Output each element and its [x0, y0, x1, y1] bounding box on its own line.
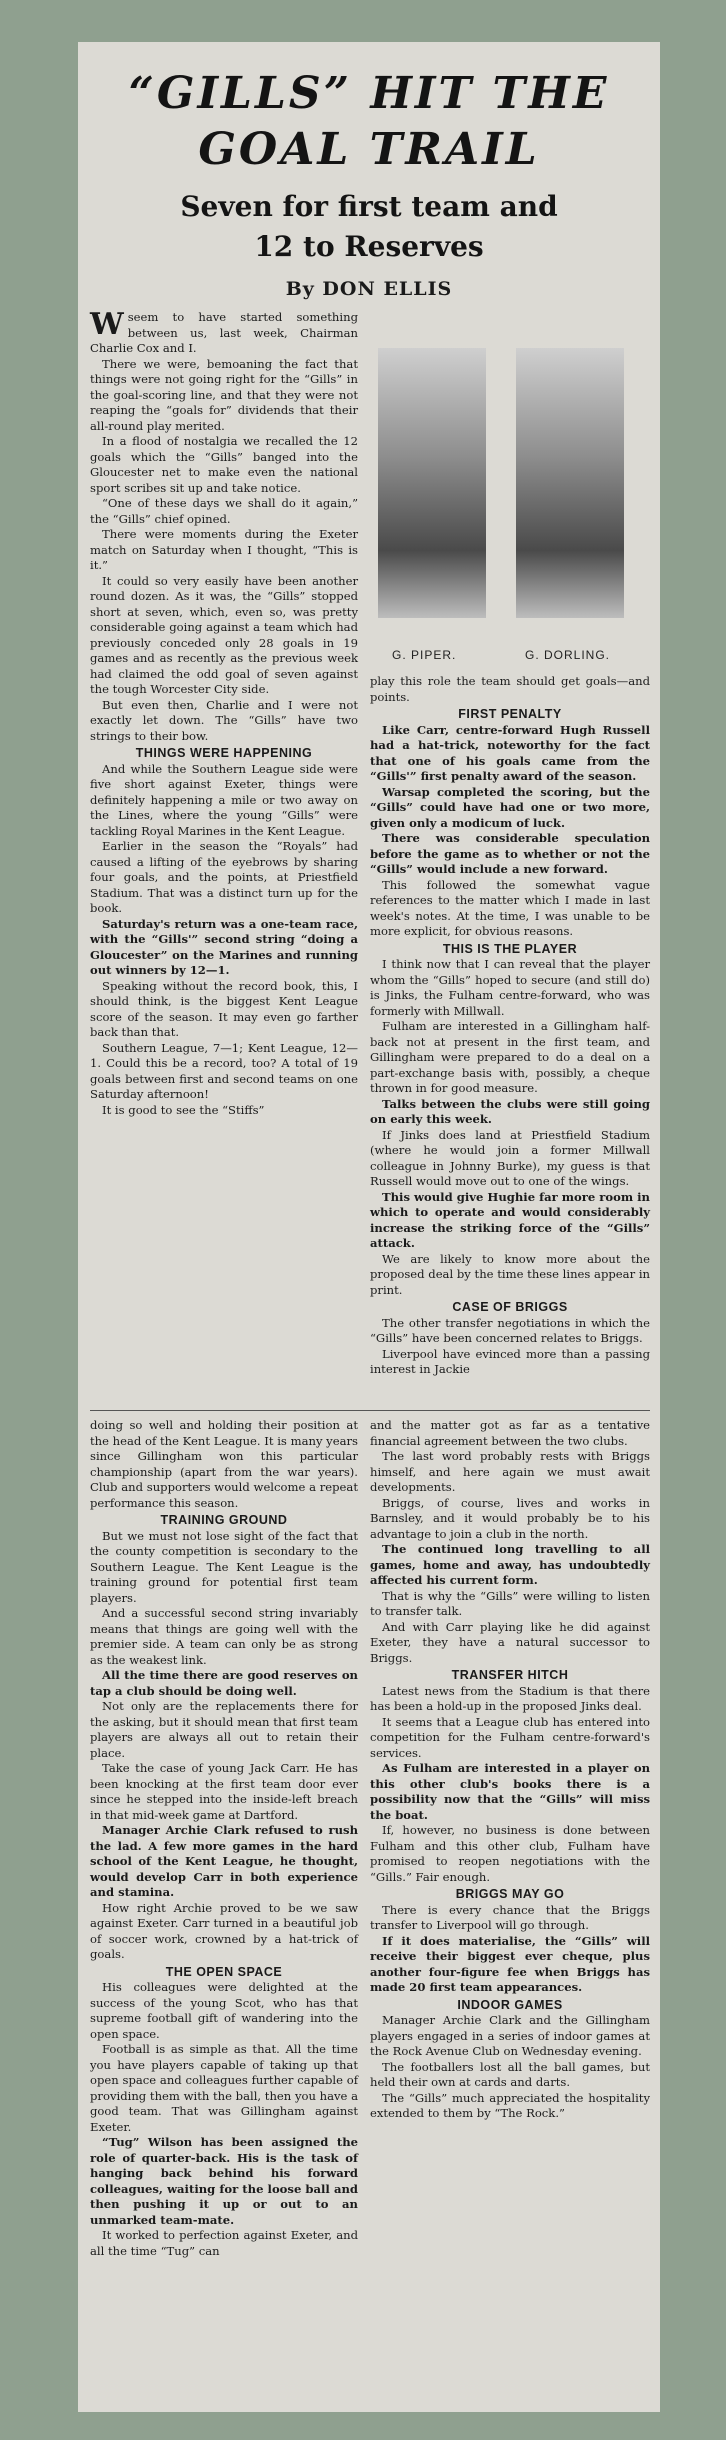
subheadline-line-1: Seven for first team and — [180, 190, 558, 223]
column-2-bottom-paragraph: As Fulham are interested in a player on this other club's books there is a possibility now that the “Gills” will miss the boat. — [370, 1761, 650, 1822]
column-1-bottom-paragraph: His colleagues were delighted at the success of the young Scot, who has that supreme football gift of wandering into the open space. — [90, 1980, 358, 2041]
byline: By DON ELLIS — [285, 278, 453, 300]
section-divider — [90, 1410, 650, 1411]
drop-cap: W — [90, 307, 124, 342]
column-2-top-heading: THIS IS THE PLAYER — [442, 941, 578, 956]
column-2-bottom-paragraph: The footballers lost all the ball games, but held their own at cards and darts. — [370, 2059, 650, 2089]
column-2-bottom-paragraph: Manager Archie Clark and the Gillingham players engaged in a series of indoor games at the Rock Avenue Club on Wednesday evening. — [370, 2013, 650, 2058]
photo-caption-dorling: G. DORLING. — [525, 648, 611, 662]
column-1-bottom-heading: TRAINING GROUND — [160, 1513, 288, 1527]
photo-dorling — [516, 348, 624, 618]
column-2-bottom-paragraph: The last word probably rests with Briggs himself, and here again we must await developments. — [370, 1449, 650, 1494]
column-1-bottom-paragraph: How right Archie proved to be we saw against Exeter. Carr turned in a beautiful job of soccer work, crowned by a hat-trick of goals. — [90, 1900, 358, 1961]
column-2-top-heading: FIRST PENALTY — [458, 707, 562, 721]
photo-piper — [378, 348, 486, 618]
headline-line-2: GOAL TRAIL — [198, 124, 540, 175]
column-2-bottom-paragraph: Latest news from the Stadium is that there has been a hold-up in the proposed Jinks deal. — [370, 1683, 650, 1713]
column-2-bottom-paragraph: There is every chance that the Briggs transfer to Liverpool will go through. — [370, 1902, 650, 1932]
column-1-top-paragraph: There were moments during the Exeter match on Saturday when I thought, “This is it.” — [90, 527, 358, 572]
column-1-bottom-paragraph: Not only are the replacements there for the asking, but it should mean that first team players are always all out to retain their place. — [90, 1699, 358, 1760]
column-2-top-paragraph: Liverpool have evinced more than a passing interest in Jackie — [370, 1346, 650, 1376]
column-1-bottom-paragraph: Football is as simple as that. All the time you have players capable of taking up that open space and colleagues further capable of providing them with the ball, then you have a good team. That was Gillingham against Exeter. — [90, 2042, 359, 2134]
column-1-bottom-paragraph: Take the case of young Jack Carr. He has been knocking at the first team door ever since he stepped into the inside-left breach in that mid-week game at Dartford. — [90, 1761, 358, 1822]
headline-line-1: “GILLS” HIT THE — [128, 68, 610, 119]
column-2-bottom-paragraph: Briggs, of course, lives and works in Barnsley, and it would probably be to his advantage to join a club in the north. — [370, 1495, 650, 1541]
column-1-top-paragraph: But even then, Charlie and I were not exactly let down. The “Gills” have two strings to their bow. — [90, 697, 358, 743]
column-1-top-paragraph: It is good to see the “Stiffs” — [102, 1102, 265, 1117]
column-1-top-paragraph: Southern League, 7—1; Kent League, 12—1. Could this be a record, too? A total of 19 goals between first and second teams on one Saturday afternoon! — [90, 1040, 358, 1101]
column-1-top — [90, 307, 358, 1118]
column-2-bottom-paragraph: It seems that a League club has entered into competition for the Fulham centre-forward's services. — [370, 1714, 650, 1760]
column-2-top-paragraph: The other transfer negotiations in which the “Gills” have been concerned relates to Briggs. — [370, 1315, 650, 1345]
column-2-bottom-paragraph: If, however, no business is done between Fulham and this other club, Fulham have promised to reopen negotiations with the “Gills.” Fair enough. — [370, 1823, 650, 1884]
column-1-top-paragraph — [90, 307, 358, 357]
column-1-top-paragraph: Earlier in the season the “Royals” had caused a lifting of the eyebrows by sharing four goals, and the points, at Priestfield Stadium. That was a distinct turn up for the book. — [90, 839, 358, 915]
photo-caption-piper: G. PIPER. — [392, 648, 457, 662]
column-1-top-paragraph: Speaking without the record book, this, I should think, is the biggest Kent League score of the season. It may even go farther back than that. — [90, 978, 358, 1039]
column-1-top-paragraph: And while the Southern League side were five short against Exeter, things were definitely happening a mile or two away on the Lines, where the young “Gills” were tackling Royal Marines in the Kent League. — [90, 761, 358, 838]
column-1-bottom-paragraph: But we must not lose sight of the fact that the county competition is secondary to the Southern League. The Kent League is the training ground for potential first team players. — [90, 1528, 358, 1605]
column-2-top-paragraph: We are likely to know more about the proposed deal by the time these lines appear in print. — [370, 1251, 650, 1297]
column-1-bottom-paragraph: doing so well and holding their position at the head of the Kent League. It is many years since Gillingham won this particular championship (apart from the war years). Club and supporters would welcome a repeat performance this season. — [90, 1418, 358, 1510]
column-2-top-paragraph: Fulham are interested in a Gillingham half-back not at present in the first team, and Gillingham were prepared to do a deal on a part-exchange basis with, possibly, a cheque thrown in for good measure. — [370, 1019, 650, 1095]
column-1-bottom-paragraph: “Tug” Wilson has been assigned the role of quarter-back. His is the task of hanging back behind his forward colleagues, waiting for the loose ball and then pushing it up or out to an unmarked team-mate. — [90, 2135, 358, 2227]
column-1-bottom-paragraph: Manager Archie Clark refused to rush the lad. A few more games in the hard school of the Kent League, he thought, would develop Carr in both experience and stamina. — [90, 1823, 358, 1899]
column-2-top-paragraph: Talks between the clubs were still going on early this week. — [370, 1096, 650, 1126]
column-1-top-paragraph: There we were, bemoaning the fact that things were not going right for the “Gills” in the goal-scoring line, and that they were not reaping the “goals for” dividends that their all-round play merited. — [90, 356, 358, 433]
column-2-bottom-heading: TRANSFER HITCH — [451, 1668, 569, 1682]
newspaper-clipping — [78, 42, 660, 2412]
column-1-bottom-paragraph: It worked to perfection against Exeter, and all the time “Tug” can — [90, 2228, 358, 2258]
column-1-bottom-paragraph: And a successful second string invariably means that things are going well with the premier side. A team can only be as strong as the weakest link. — [90, 1606, 358, 1667]
column-1-top-paragraph: “One of these days we shall do it again,” the “Gills” chief opined. — [90, 496, 358, 526]
column-2-bottom-paragraph: and the matter got as far as a tentative financial agreement between the two clubs. — [370, 1418, 650, 1448]
column-1-top-paragraph: It could so very easily have been another round dozen. As it was, the “Gills” stopped short at seven, which, even so, was pretty considerable going against a team which had previously conceded only 28 goals in 19 games and as recently as the previous week had claimed the odd goal of seven against the tough Worcester City side. — [90, 573, 358, 696]
column-2-bottom-paragraph: If it does materialise, the “Gills” will receive their biggest ever cheque, plus another four-figure fee when Briggs has made 20 first team appearances. — [370, 1933, 650, 1994]
column-1-bottom-heading: THE OPEN SPACE — [165, 1964, 283, 1979]
column-2-bottom-paragraph: The “Gills” much appreciated the hospitality extended to them by “The Rock.” — [370, 2090, 650, 2120]
column-2-bottom-heading: BRIGGS MAY GO — [455, 1887, 565, 1901]
column-2-top-heading: CASE OF BRIGGS — [452, 1300, 568, 1314]
column-2-top-paragraph: play this role the team should get goals—and points. — [370, 674, 650, 704]
column-2-bottom-paragraph: And with Carr playing like he did against Exeter, they have a natural successor to Briggs. — [370, 1619, 650, 1665]
column-2-top-paragraph: There was considerable speculation before the game as to whether or not the “Gills” would include a new forward. — [370, 831, 650, 876]
column-2-top-paragraph: This followed the somewhat vague references to the matter which I made in last week's notes. At the time, I was unable to be more explicit, for obvious reasons. — [370, 877, 650, 938]
column-2-top-paragraph: This would give Hughie far more room in which to operate and would considerably increase the striking force of the “Gills” attack. — [370, 1189, 650, 1250]
column-2-bottom-paragraph: The continued long travelling to all games, home and away, has undoubtedly affected his current form. — [370, 1542, 650, 1587]
column-1-bottom — [90, 1418, 358, 2259]
subheadline-line-2: 12 to Reserves — [254, 230, 484, 263]
column-1-top-paragraph: In a flood of nostalgia we recalled the 12 goals which the “Gills” banged into the Gloucester net to make even the national sport scribes sit up and take notice. — [90, 434, 358, 495]
column-2-top-paragraph: Warsap completed the scoring, but the “Gills” could have had one or two more, given only a modicum of luck. — [370, 784, 650, 830]
column-1-top-heading: THINGS WERE HAPPENING — [135, 746, 313, 760]
column-2-top-paragraph: If Jinks does land at Priestfield Stadium (where he would join a former Millwall colleague in Johnny Burke), my guess is that Russell would move out to one of the wings. — [370, 1127, 650, 1188]
paragraph-text: seem to have started something between us, last week, Chairman Charlie Cox and I. — [90, 310, 358, 355]
column-2-top — [370, 674, 650, 1378]
column-1-bottom-paragraph: All the time there are good reserves on tap a club should be doing well. — [90, 1668, 358, 1698]
column-2-bottom — [370, 1418, 650, 2122]
column-2-top-paragraph: Like Carr, centre-forward Hugh Russell had a hat-trick, noteworthy for the fact that one of his goals came from the “Gills'” first penalty award of the season. — [370, 722, 650, 783]
column-2-bottom-paragraph: That is why the “Gills” were willing to listen to transfer talk. — [370, 1588, 650, 1618]
photo-block — [370, 348, 650, 678]
column-1-top-paragraph: Saturday's return was a one-team race, with the “Gills'” second string “doing a Gloucester” on the Marines and running out winners by 12—1. — [90, 916, 358, 977]
column-2-top-paragraph: I think now that I can reveal that the player whom the “Gills” hoped to secure (and still do) is Jinks, the Fulham centre-forward, who was formerly with Millwall. — [370, 957, 650, 1018]
column-2-bottom-heading: INDOOR GAMES — [457, 1997, 563, 2012]
